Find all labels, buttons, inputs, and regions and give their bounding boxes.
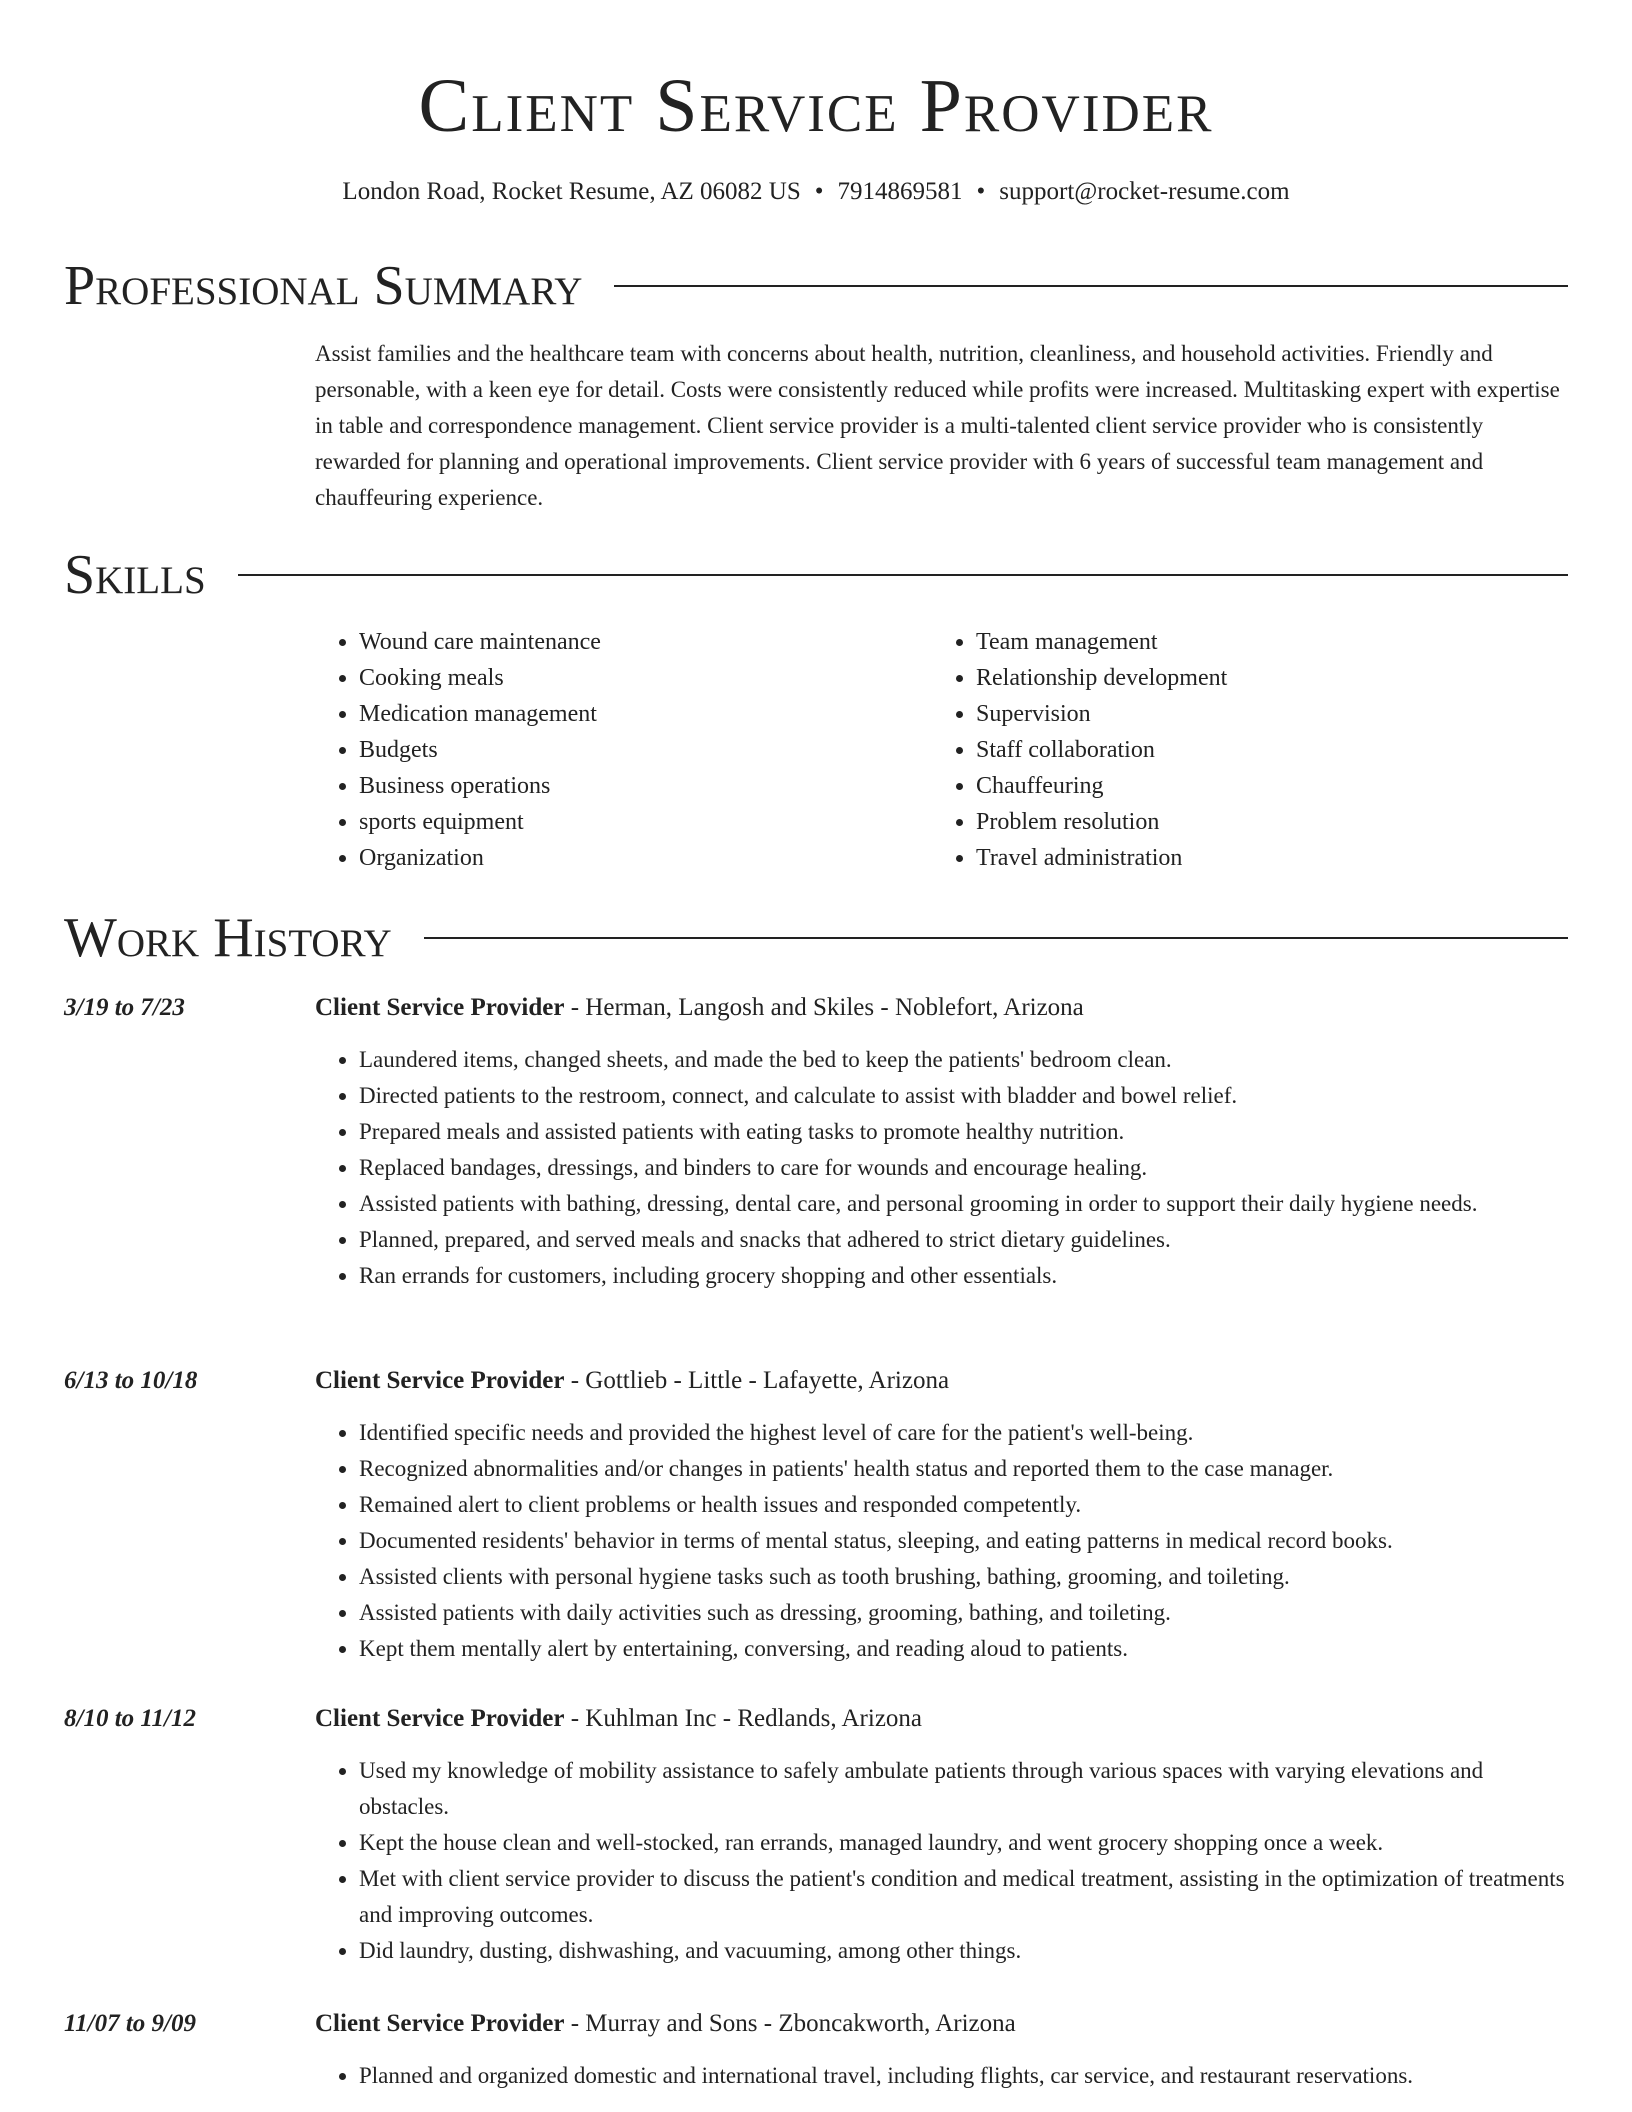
job-role: Client Service Provider [315, 1705, 565, 1732]
section-divider [424, 937, 1568, 939]
job-dates: 11/07 to 9/09 [64, 2010, 196, 2037]
job-employer: - Herman, Langosh and Skiles - Noblefort, Arizona [564, 994, 1084, 1021]
list-item: • Remained alert to client problems or health issues and responded competently. [359, 1487, 1568, 1523]
section-title-skills: Skills [64, 544, 206, 606]
skills-column-left [315, 624, 932, 876]
skill-item: • Supervision [976, 696, 1549, 732]
skill-item: • Travel administration [976, 840, 1549, 876]
list-item: • Assisted patients with daily activities such as dressing, grooming, bathing, and toileting. [359, 1595, 1568, 1631]
list-item: • Met with client service provider to discuss the patient's condition and medical treatment, assisting in the optimization of treatments and improving outcomes. [359, 1861, 1568, 1933]
job-dates: 8/10 to 11/12 [64, 1705, 196, 1732]
list-item: • Documented residents' behavior in terms of mental status, sleeping, and eating patterns in medical record books. [359, 1523, 1568, 1559]
job-title-line [315, 990, 1084, 1026]
email-address: support@rocket-resume.com [999, 178, 1290, 205]
job-duties [315, 2058, 1568, 2094]
list-item: • Ran errands for customers, including grocery shopping and other essentials. [359, 1258, 1568, 1294]
skill-item: • Problem resolution [976, 804, 1549, 840]
list-item: • Directed patients to the restroom, connect, and calculate to assist with bladder and bowel relief. [359, 1078, 1568, 1114]
list-item: • Replaced bandages, dressings, and binders to care for wounds and encourage healing. [359, 1150, 1568, 1186]
job-employer: - Gottlieb - Little - Lafayette, Arizona [564, 1367, 950, 1394]
job-duties [315, 1753, 1568, 1969]
skill-item: • Team management [976, 624, 1549, 660]
section-header-skills [64, 540, 1568, 610]
job-role: Client Service Provider [315, 1367, 565, 1394]
list-item: • Kept the house clean and well-stocked, ran errands, managed laundry, and went grocery shopping once a week. [359, 1825, 1568, 1861]
page-title: Client Service Provider [418, 64, 1214, 148]
list-item: • Assisted clients with personal hygiene tasks such as tooth brushing, bathing, grooming, and toileting. [359, 1559, 1568, 1595]
job-role: Client Service Provider [315, 994, 565, 1021]
phone-number: 7914869581 [837, 178, 963, 205]
job-duties [315, 1042, 1568, 1294]
skill-item: • Business operations [359, 768, 932, 804]
section-divider [614, 285, 1568, 287]
skill-item: • Medication management [359, 696, 932, 732]
job-dates: 3/19 to 7/23 [64, 994, 185, 1021]
section-header-work-history [64, 903, 1568, 973]
section-title-work-history: Work History [64, 907, 392, 969]
section-header-summary [64, 251, 1568, 321]
list-item: • Prepared meals and assisted patients with eating tasks to promote healthy nutrition. [359, 1114, 1568, 1150]
list-item: • Assisted patients with bathing, dressing, dental care, and personal grooming in order to support their daily hygiene needs. [359, 1186, 1568, 1222]
skill-item: • sports equipment [359, 804, 932, 840]
job-title-line [315, 1701, 922, 1737]
skill-item: • Staff collaboration [976, 732, 1549, 768]
job-dates: 6/13 to 10/18 [64, 1367, 198, 1394]
job-title-line [315, 2006, 1016, 2042]
job-duties [315, 1415, 1568, 1667]
list-item: • Laundered items, changed sheets, and made the bed to keep the patients' bedroom clean. [359, 1042, 1568, 1078]
skills-column-right [932, 624, 1549, 876]
list-item: • Planned, prepared, and served meals and snacks that adhered to strict dietary guidelines. [359, 1222, 1568, 1258]
separator: • [814, 178, 824, 205]
separator: • [976, 178, 986, 205]
job-title-line [315, 1363, 949, 1399]
list-item: • Planned and organized domestic and international travel, including flights, car service, and restaurant reservations. [359, 2058, 1568, 2094]
list-item: • Used my knowledge of mobility assistance to safely ambulate patients through various spaces with varying elevations and obstacles. [359, 1753, 1568, 1825]
skill-item: • Organization [359, 840, 932, 876]
list-item: • Recognized abnormalities and/or changes in patients' health status and reported them to the case manager. [359, 1451, 1568, 1487]
job-employer: - Kuhlman Inc - Redlands, Arizona [564, 1705, 923, 1732]
address: London Road, Rocket Resume, AZ 06082 US [342, 178, 801, 205]
section-divider [238, 574, 1568, 576]
skill-item: • Relationship development [976, 660, 1549, 696]
skill-item: • Wound care maintenance [359, 624, 932, 660]
list-item: • Identified specific needs and provided the highest level of care for the patient's well-being. [359, 1415, 1568, 1451]
list-item: • Kept them mentally alert by entertaining, conversing, and reading aloud to patients. [359, 1631, 1568, 1667]
skill-item: • Budgets [359, 732, 932, 768]
summary-text: Assist families and the healthcare team with concerns about health, nutrition, cleanliness, and household activities. Friendly and personable, with a keen eye for detail. Costs were consistently reduced while profits were increased. Multitasking expert with expertise in table and correspondence management. Client service provider is a multi-talented client service provider who is consistently rewarded for planning and operational improvements. Client service provider with 6 years of successful team management and chauffeuring experience. [315, 341, 1560, 510]
skill-item: • Chauffeuring [976, 768, 1549, 804]
skill-item: • Cooking meals [359, 660, 932, 696]
contact-line [64, 174, 1568, 210]
job-role: Client Service Provider [315, 2010, 565, 2037]
section-title-summary: Professional Summary [64, 255, 583, 317]
list-item: • Did laundry, dusting, dishwashing, and vacuuming, among other things. [359, 1933, 1568, 1969]
job-employer: - Murray and Sons - Zboncakworth, Arizona [564, 2010, 1016, 2037]
skills-list [315, 624, 1568, 876]
